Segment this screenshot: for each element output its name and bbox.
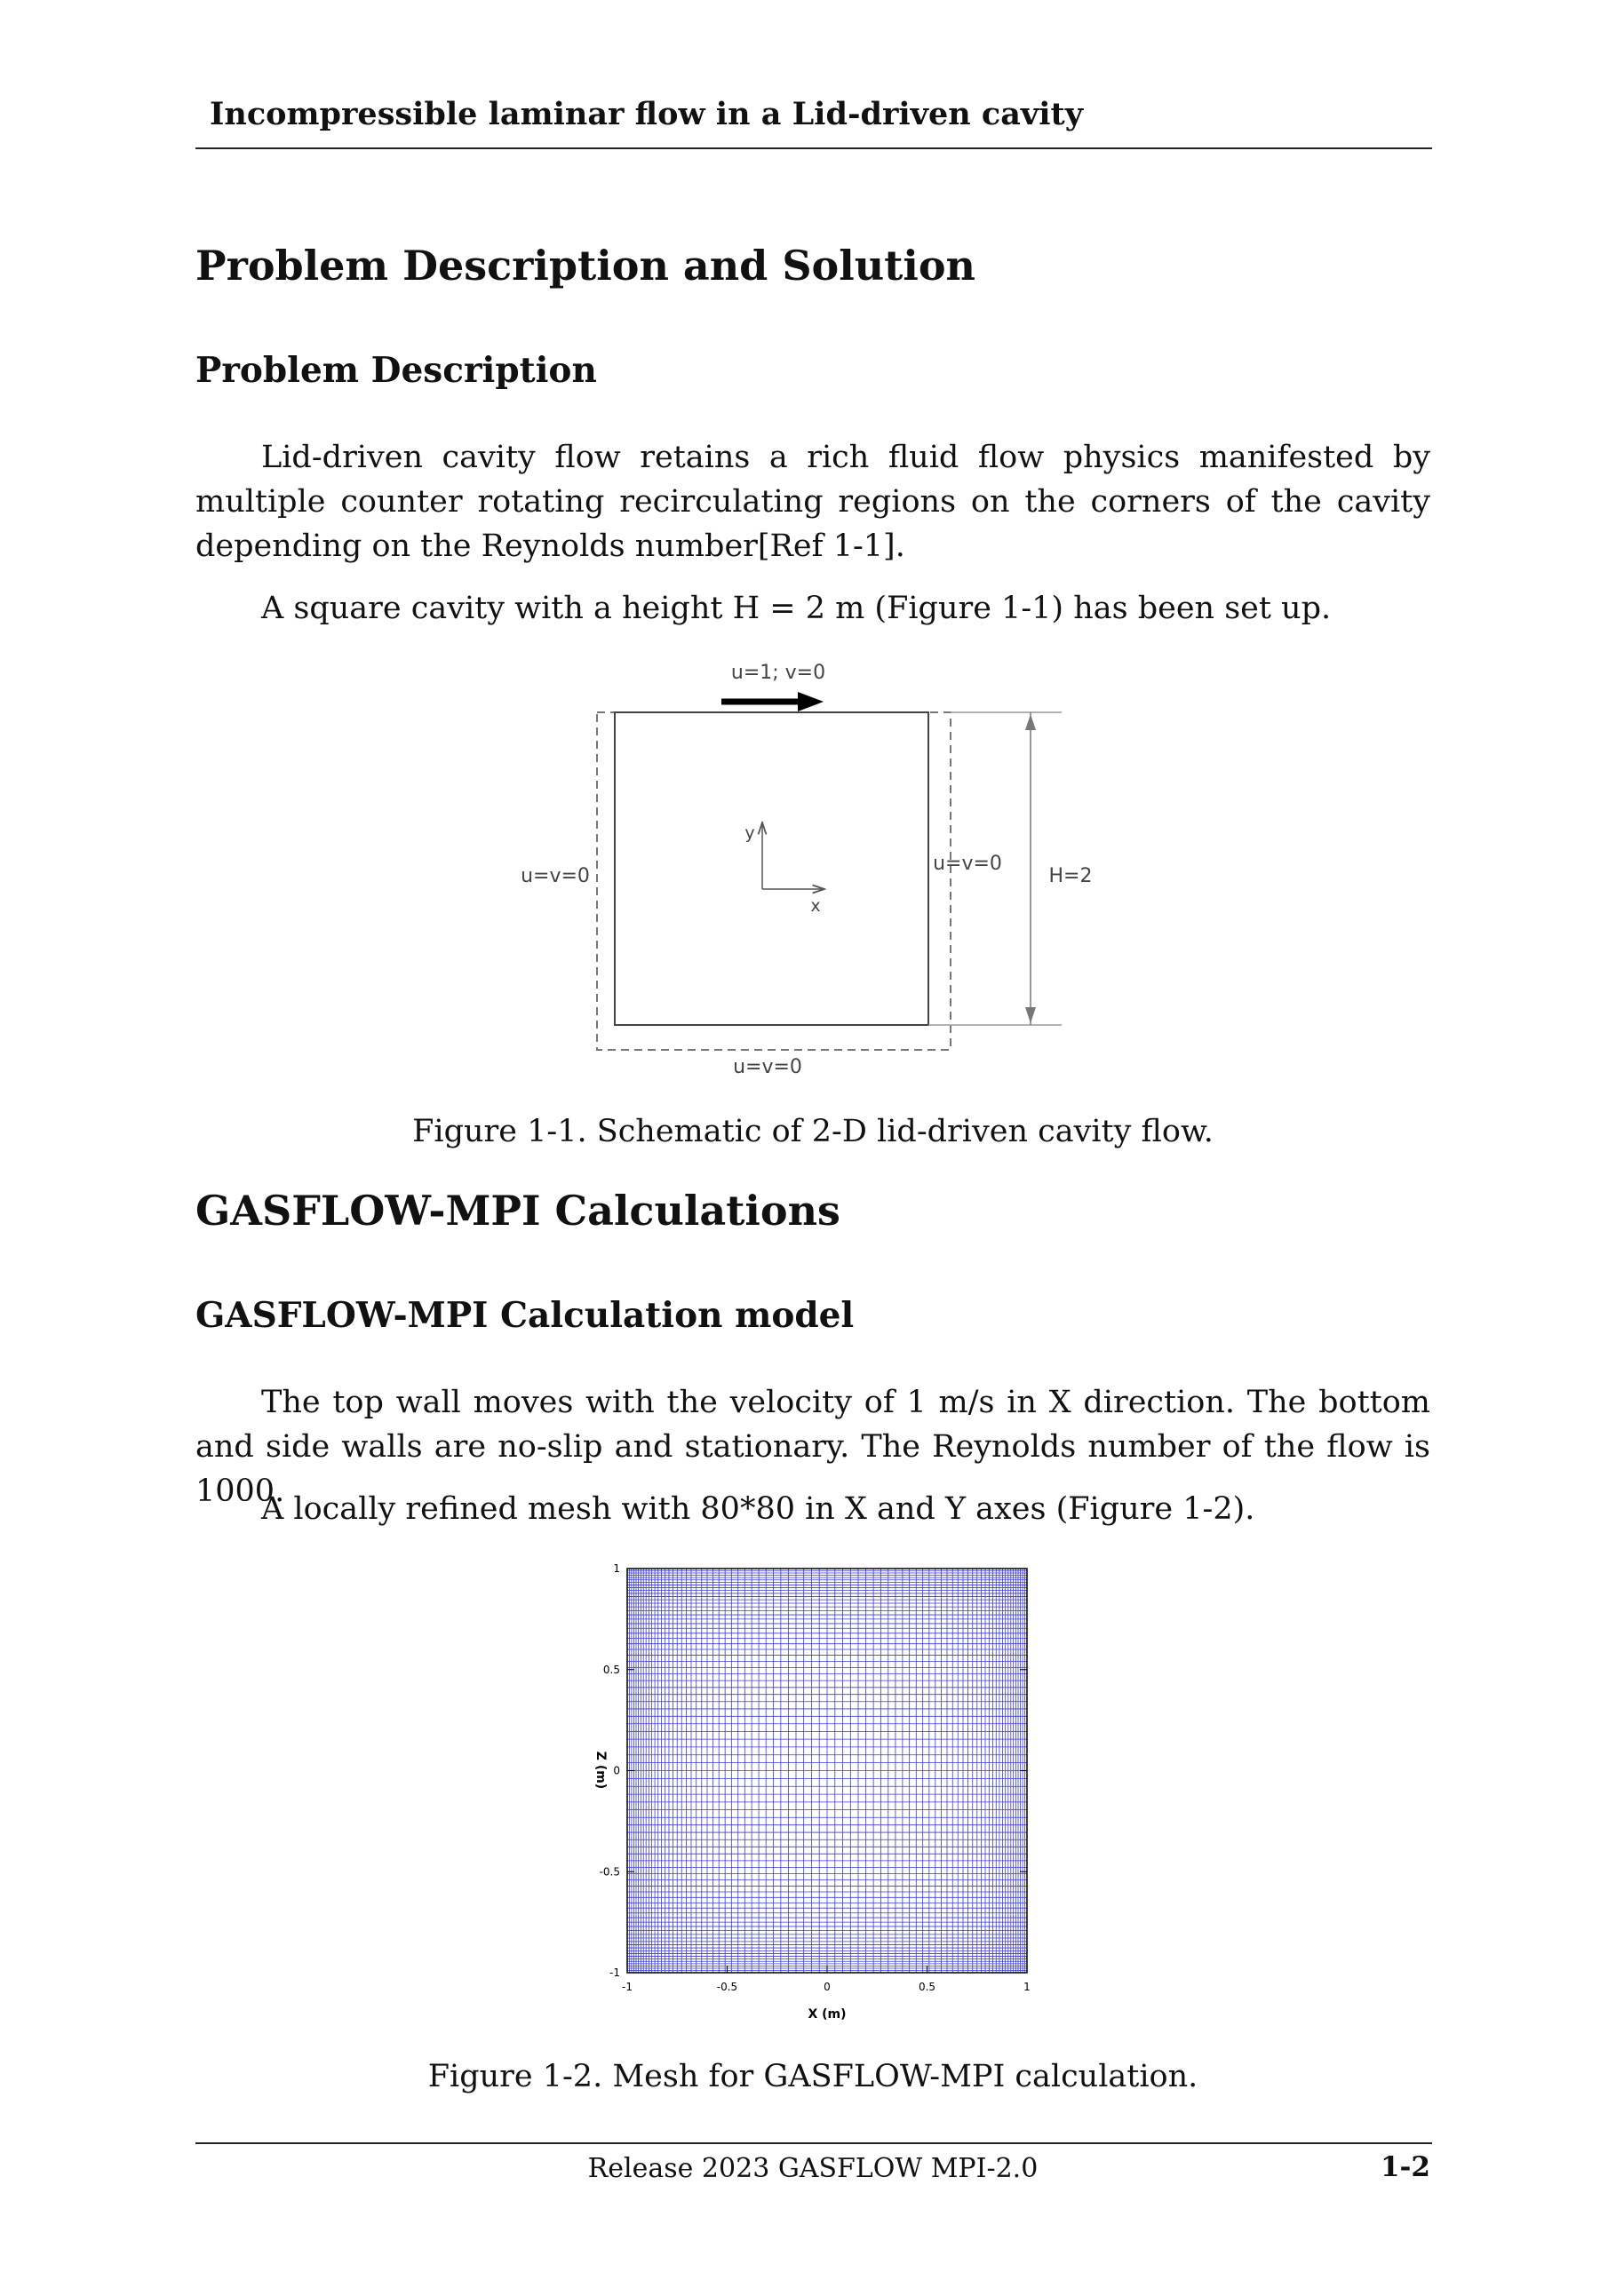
- footer-page-number: 1-2: [1380, 2151, 1430, 2183]
- heading-gasflow-calculations: GASFLOW-MPI Calculations: [195, 1187, 840, 1235]
- paragraph-mesh-text: A locally refined mesh with 80*80 in X and Y axes (Figure 1-2).: [261, 1491, 1255, 1527]
- y-tick-label: 1: [613, 1562, 620, 1575]
- lid-arrow-head: [798, 692, 824, 711]
- x-tick-label: -1: [622, 1981, 633, 1993]
- y-axis-label: y: [744, 823, 755, 843]
- cavity-dashed-boundary: [597, 712, 951, 1050]
- x-axis-label: x: [810, 896, 821, 916]
- paragraph-square-cavity-text: A square cavity with a height H = 2 m (Figure 1-1) has been set up.: [261, 591, 1332, 626]
- paragraph-top-wall-text: The top wall moves with the velocity of 1 m/s in X direction. The bottom and side walls are no-slip and stationary. The Reynolds number of the flow is 1000.: [195, 1385, 1430, 1509]
- paragraph-lid-driven-intro: [195, 435, 1430, 568]
- heading-gasflow-calculation-model: GASFLOW-MPI Calculation model: [195, 1295, 855, 1336]
- x-tick-label: 0: [824, 1981, 831, 1993]
- y-tick-label: 0.5: [602, 1663, 620, 1676]
- paragraph-lid-driven-text: Lid-driven cavity flow retains a rich fluid flow physics manifested by multiple counter rotating recirculating regions on the corners of the cavity depending on the Reynolds number[Ref 1-1].: [195, 440, 1430, 564]
- mesh-xlabel: X (m): [808, 2007, 847, 2022]
- footer-rule: [195, 2142, 1432, 2144]
- mesh-ylabel: Z (m): [593, 1751, 608, 1790]
- y-tick-label: -0.5: [599, 1865, 620, 1879]
- footer-release: Release 2023 GASFLOW MPI-2.0: [587, 2153, 1039, 2184]
- figure-1-2-caption: Figure 1-2. Mesh for GASFLOW-MPI calculation.: [427, 2059, 1198, 2094]
- x-tick-label: -0.5: [716, 1981, 738, 1993]
- height-arrow-bottom: [1025, 1007, 1036, 1023]
- header-rule: [195, 147, 1432, 149]
- figure-1-1-caption: Figure 1-1. Schematic of 2-D lid-driven cavity flow.: [412, 1114, 1214, 1149]
- paragraph-square-cavity: [195, 586, 1430, 631]
- heading-problem-description-and-solution: Problem Description and Solution: [195, 242, 975, 290]
- height-arrow-top: [1025, 714, 1036, 730]
- figure-cavity-schematic: [498, 648, 1119, 1092]
- cavity-wall: [615, 712, 928, 1025]
- y-tick-label: -1: [609, 1966, 620, 1979]
- y-tick-label: 0: [613, 1764, 620, 1777]
- right-wall-label: u=v=0: [933, 853, 1002, 875]
- x-tick-label: 0.5: [918, 1981, 936, 1993]
- figure-mesh-plot: [569, 1554, 1048, 2034]
- running-header-title: Incompressible laminar flow in a Lid-driven cavity: [210, 96, 1084, 132]
- x-tick-label: 1: [1023, 1981, 1031, 1993]
- left-wall-label: u=v=0: [521, 865, 590, 887]
- bottom-wall-label: u=v=0: [733, 1056, 802, 1078]
- lid-velocity-label: u=1; v=0: [730, 662, 826, 684]
- heading-problem-description: Problem Description: [195, 350, 597, 391]
- height-label: H=2: [1048, 865, 1093, 887]
- paragraph-mesh: [195, 1487, 1430, 1531]
